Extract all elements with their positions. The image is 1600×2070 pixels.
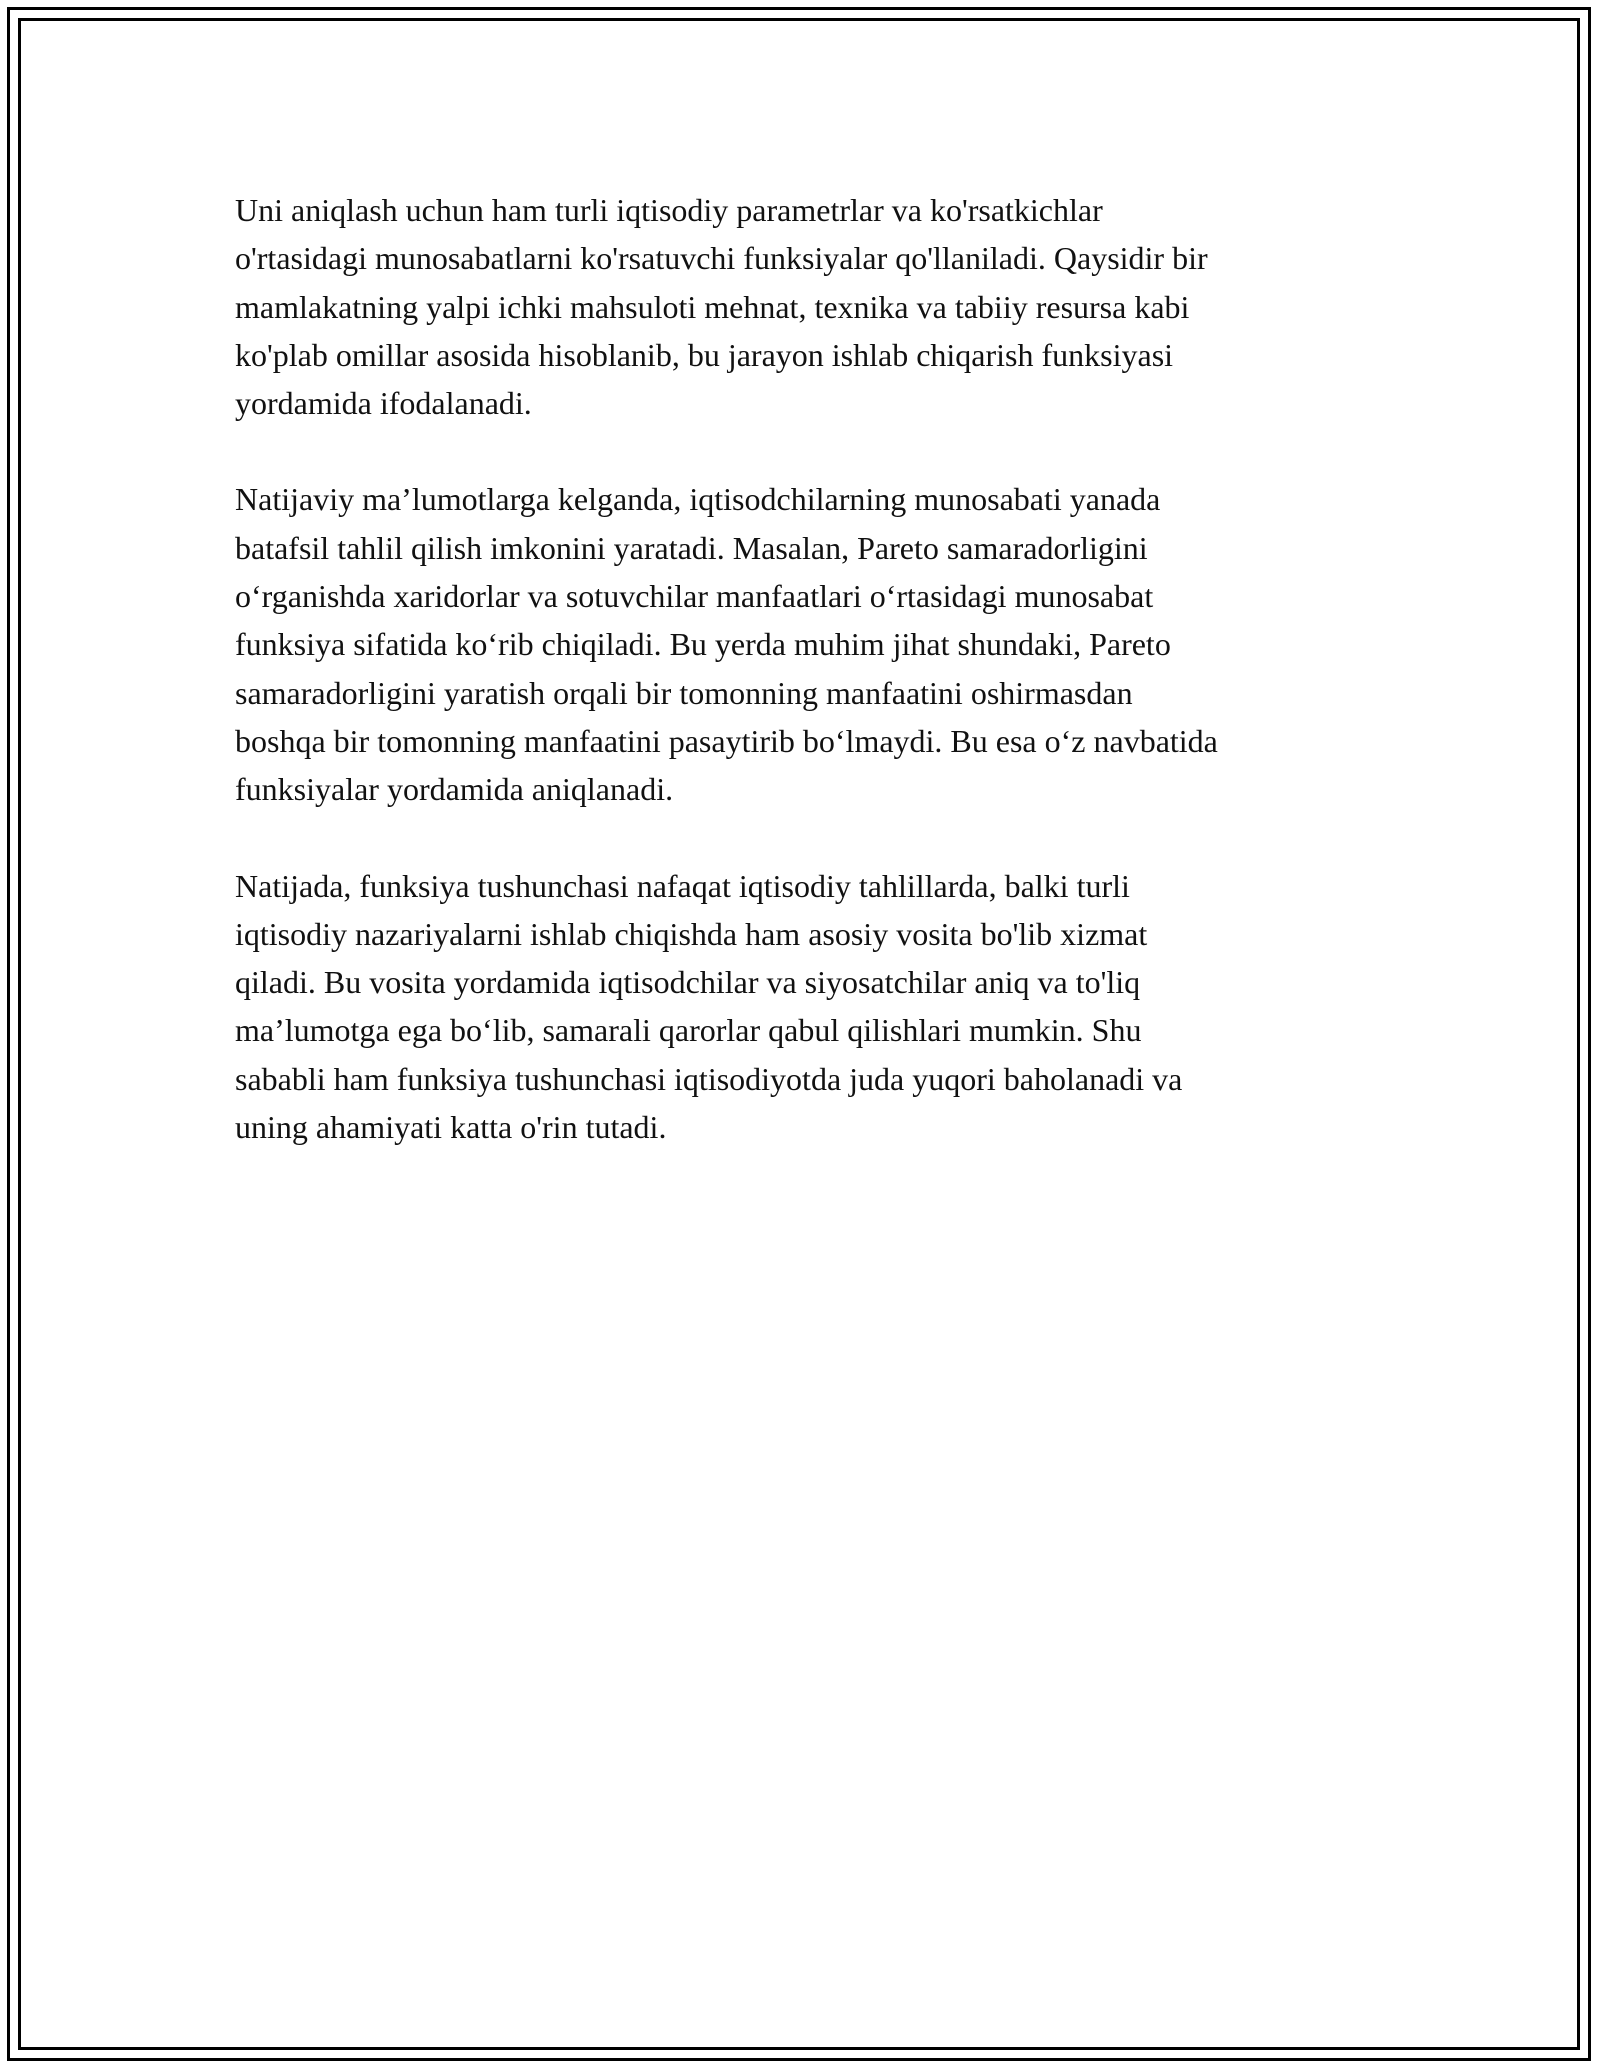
text-line: Natijaviy ma’lumotlarga kelganda, iqtisodchilarning munosabati yanada: [235, 481, 1161, 518]
text-line: o‘rganishda xaridorlar va sotuvchilar manfaatlari o‘rtasidagi munosabat: [235, 578, 1154, 615]
text-line: o'rtasidagi munosabatlarni ko'rsatuvchi funksiyalar qo'llaniladi. Qaysidir bir: [235, 240, 1208, 277]
text-line: yordamida ifodalanadi.: [235, 385, 532, 422]
text-line: batafsil tahlil qilish imkonini yaratadi. Masalan, Pareto samaradorligini: [235, 529, 1148, 566]
text-line: uning ahamiyati katta o'rin tutadi.: [235, 1109, 667, 1146]
text-line: iqtisodiy nazariyalarni ishlab chiqishda ham asosiy vosita bo'lib xizmat: [235, 915, 1148, 952]
text-line: samaradorligini yaratish orqali bir tomonning manfaatini oshirmasdan: [235, 674, 1133, 711]
paragraph-2: [235, 475, 1370, 813]
text-line: ma’lumotga ega bo‘lib, samarali qarorlar qabul qilishlari mumkin. Shu: [235, 1012, 1142, 1049]
text-line: funksiyalar yordamida aniqlanadi.: [235, 771, 674, 808]
text-line: ko'plab omillar asosida hisoblanib, bu jarayon ishlab chiqarish funksiyasi: [235, 336, 1174, 373]
paragraph-3: [235, 862, 1370, 1152]
text-line: qiladi. Bu vosita yordamida iqtisodchilar va siyosatchilar aniq va to'liq: [235, 964, 1141, 1001]
document-body: [235, 186, 1370, 1199]
text-line: mamlakatning yalpi ichki mahsuloti mehnat, texnika va tabiiy resursa kabi: [235, 288, 1190, 325]
text-line: Uni aniqlash uchun ham turli iqtisodiy parametrlar va ko'rsatkichlar: [235, 192, 1103, 228]
text-line: sababli ham funksiya tushunchasi iqtisodiyotda juda yuqori baholanadi va: [235, 1060, 1183, 1097]
paragraph-1: [235, 186, 1370, 427]
text-line: Natijada, funksiya tushunchasi nafaqat iqtisodiy tahlillarda, balki turli: [235, 867, 1130, 904]
text-line: funksiya sifatida ko‘rib chiqiladi. Bu yerda muhim jihat shundaki, Pareto: [235, 626, 1171, 663]
text-line: boshqa bir tomonning manfaatini pasaytirib bo‘lmaydi. Bu esa o‘z navbatida: [235, 722, 1218, 759]
